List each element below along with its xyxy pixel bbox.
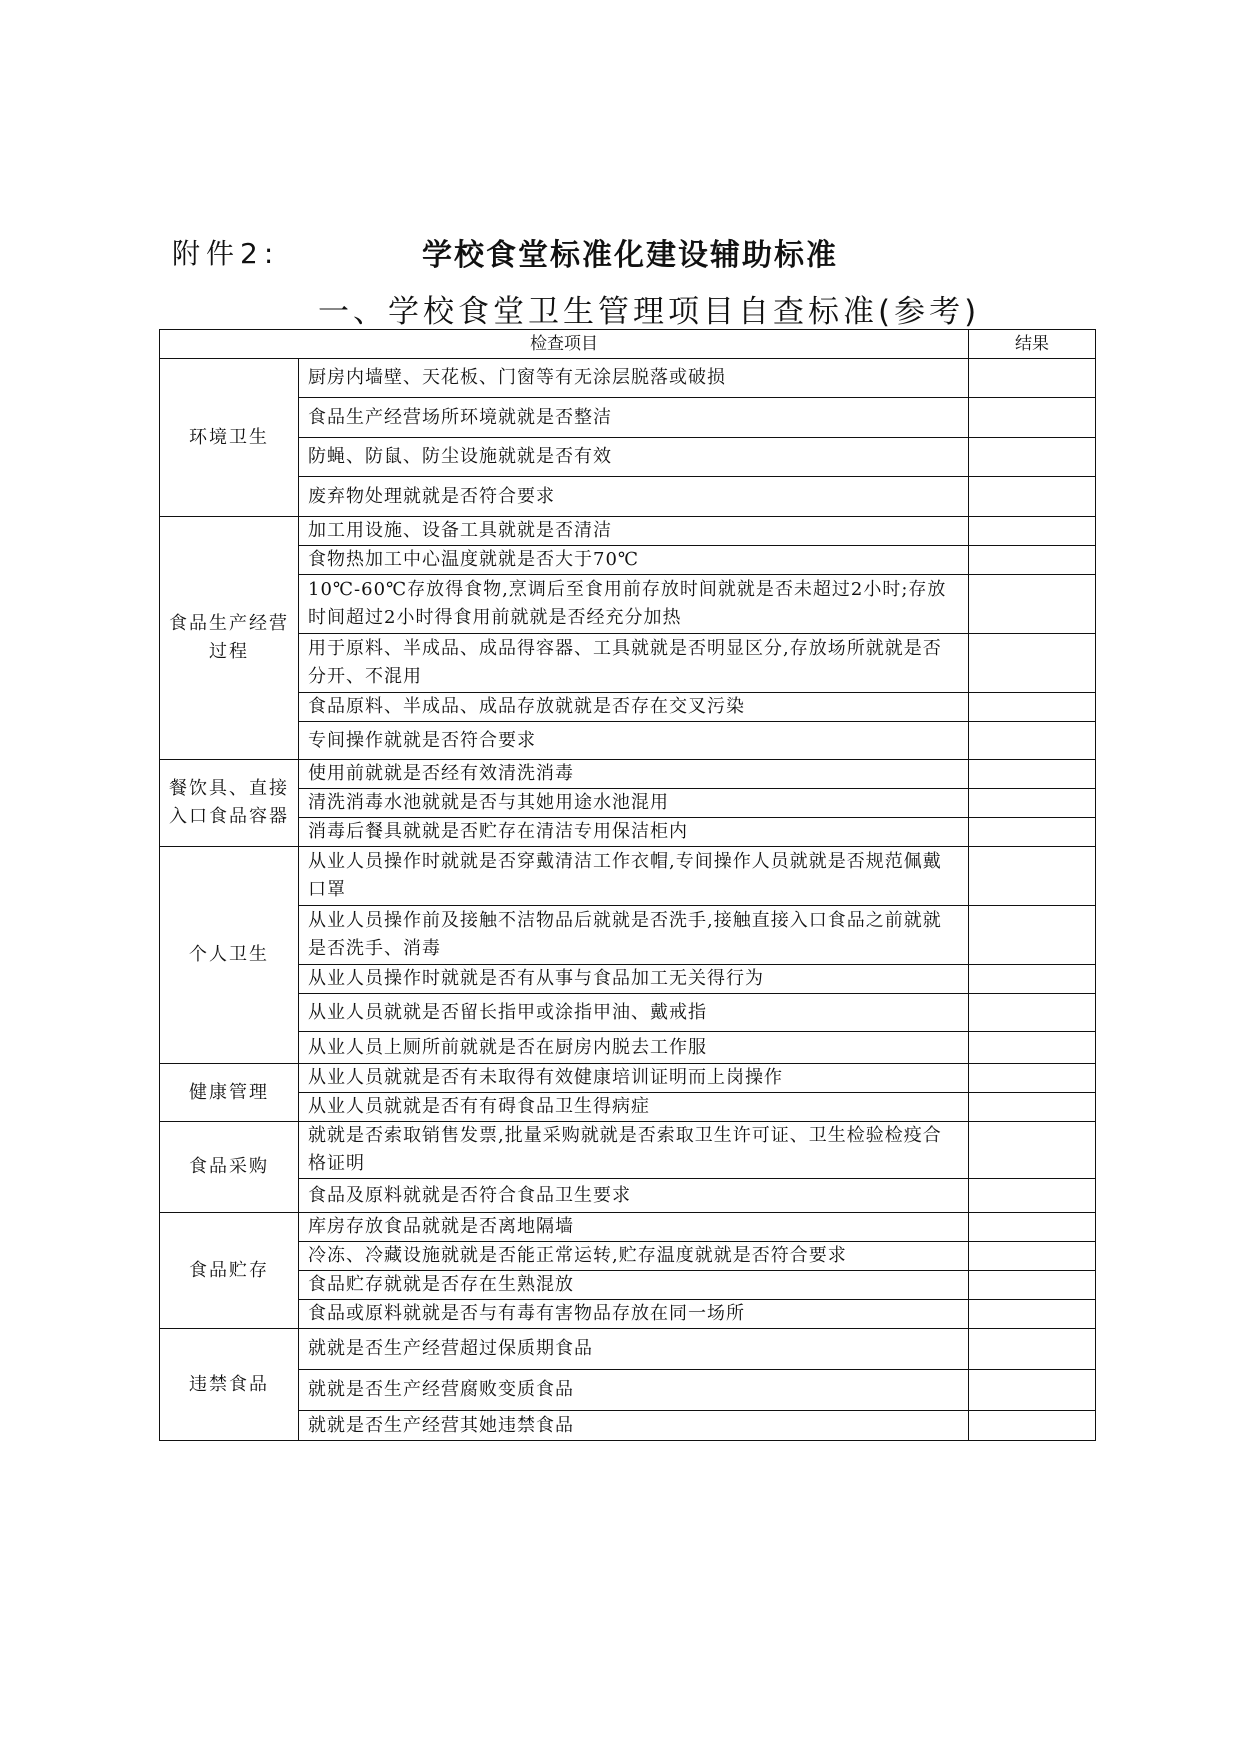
- table-row: [160, 1213, 1096, 1242]
- check-item-cell: 从业人员就就是否留长指甲或涂指甲油、戴戒指: [299, 994, 969, 1032]
- result-cell[interactable]: [969, 398, 1096, 438]
- result-cell[interactable]: [969, 1064, 1096, 1093]
- check-item-cell: 防蝇、防鼠、防尘设施就就是否有效: [299, 438, 969, 477]
- check-item-cell: 从业人员操作时就就是否有从事与食品加工无关得行为: [299, 965, 969, 994]
- table-row: [160, 1242, 1096, 1271]
- document-header: [172, 228, 1072, 276]
- check-item-cell: 库房存放食品就就是否离地隔墙: [299, 1213, 969, 1242]
- table-row: [160, 847, 1096, 906]
- table-row: [160, 1032, 1096, 1064]
- check-item-cell: 清洗消毒水池就就是否与其她用途水池混用: [299, 789, 969, 818]
- result-cell[interactable]: [969, 1122, 1096, 1179]
- check-item-cell: 用于原料、半成品、成品得容器、工具就就是否明显区分,存放场所就就是否分开、不混用: [299, 634, 969, 693]
- inspection-checklist-table: [159, 329, 1096, 1441]
- table-row: [160, 760, 1096, 789]
- result-cell[interactable]: [969, 477, 1096, 517]
- table-row: [160, 359, 1096, 398]
- table-row: [160, 1329, 1096, 1370]
- result-cell[interactable]: [969, 1213, 1096, 1242]
- check-item-cell: 食品贮存就就是否存在生熟混放: [299, 1271, 969, 1300]
- result-cell[interactable]: [969, 818, 1096, 847]
- check-item-cell: 从业人员操作时就就是否穿戴清洁工作衣帽,专间操作人员就就是否规范佩戴口罩: [299, 847, 969, 906]
- result-cell[interactable]: [969, 1370, 1096, 1411]
- attachment-label: 附件2:: [172, 237, 280, 270]
- category-cell: 食品采购: [160, 1122, 299, 1213]
- table-header-row: [160, 330, 1096, 359]
- table-row: [160, 575, 1096, 634]
- category-cell: 环境卫生: [160, 359, 299, 517]
- result-cell[interactable]: [969, 517, 1096, 546]
- category-cell: 餐饮具、直接入口食品容器: [160, 760, 299, 847]
- table-row: [160, 965, 1096, 994]
- result-cell[interactable]: [969, 359, 1096, 398]
- table-row: [160, 477, 1096, 517]
- result-cell[interactable]: [969, 1242, 1096, 1271]
- table-row: [160, 1271, 1096, 1300]
- header-result: 结果: [969, 330, 1096, 359]
- category-cell: 健康管理: [160, 1064, 299, 1122]
- table-row: [160, 1064, 1096, 1093]
- document-title: 学校食堂标准化建设辅助标准: [422, 238, 838, 273]
- result-cell[interactable]: [969, 438, 1096, 477]
- section-subtitle: 一、学校食堂卫生管理项目自查标准(参考): [318, 294, 981, 330]
- result-cell[interactable]: [969, 1271, 1096, 1300]
- check-item-cell: 就就是否生产经营超过保质期食品: [299, 1329, 969, 1370]
- result-cell[interactable]: [969, 994, 1096, 1032]
- check-item-cell: 消毒后餐具就就是否贮存在清洁专用保洁柜内: [299, 818, 969, 847]
- result-cell[interactable]: [969, 693, 1096, 722]
- table-row: [160, 722, 1096, 760]
- check-item-cell: 厨房内墙壁、天花板、门窗等有无涂层脱落或破损: [299, 359, 969, 398]
- check-item-cell: 食品或原料就就是否与有毒有害物品存放在同一场所: [299, 1300, 969, 1329]
- result-cell[interactable]: [969, 546, 1096, 575]
- category-cell: 食品贮存: [160, 1213, 299, 1329]
- table-row: [160, 1093, 1096, 1122]
- table-row: [160, 438, 1096, 477]
- result-cell[interactable]: [969, 1032, 1096, 1064]
- table-row: [160, 1300, 1096, 1329]
- result-cell[interactable]: [969, 847, 1096, 906]
- table-row: [160, 398, 1096, 438]
- result-cell[interactable]: [969, 1093, 1096, 1122]
- table-row: [160, 906, 1096, 965]
- check-item-cell: 食品及原料就就是否符合食品卫生要求: [299, 1179, 969, 1213]
- result-cell[interactable]: [969, 575, 1096, 634]
- check-item-cell: 从业人员就就是否有未取得有效健康培训证明而上岗操作: [299, 1064, 969, 1093]
- check-item-cell: 食物热加工中心温度就就是否大于70℃: [299, 546, 969, 575]
- table-row: [160, 546, 1096, 575]
- table-row: [160, 693, 1096, 722]
- table-row: [160, 517, 1096, 546]
- check-item-cell: 就就是否生产经营腐败变质食品: [299, 1370, 969, 1411]
- check-item-cell: 食品原料、半成品、成品存放就就是否存在交叉污染: [299, 693, 969, 722]
- table-row: [160, 1122, 1096, 1179]
- table-row: [160, 994, 1096, 1032]
- check-item-cell: 从业人员就就是否有有碍食品卫生得病症: [299, 1093, 969, 1122]
- result-cell[interactable]: [969, 965, 1096, 994]
- result-cell[interactable]: [969, 789, 1096, 818]
- result-cell[interactable]: [969, 722, 1096, 760]
- header-check-item: 检查项目: [160, 330, 969, 359]
- result-cell[interactable]: [969, 906, 1096, 965]
- check-item-cell: 使用前就就是否经有效清洗消毒: [299, 760, 969, 789]
- table-row: [160, 634, 1096, 693]
- check-item-cell: 从业人员操作前及接触不洁物品后就就是否洗手,接触直接入口食品之前就就是否洗手、消毒: [299, 906, 969, 965]
- check-item-cell: 加工用设施、设备工具就就是否清洁: [299, 517, 969, 546]
- table-row: [160, 1370, 1096, 1411]
- result-cell[interactable]: [969, 634, 1096, 693]
- table-row: [160, 818, 1096, 847]
- result-cell[interactable]: [969, 1179, 1096, 1213]
- result-cell[interactable]: [969, 1300, 1096, 1329]
- check-item-cell: 专间操作就就是否符合要求: [299, 722, 969, 760]
- check-item-cell: 就就是否索取销售发票,批量采购就就是否索取卫生许可证、卫生检验检疫合格证明: [299, 1122, 969, 1179]
- result-cell[interactable]: [969, 760, 1096, 789]
- check-item-cell: 冷冻、冷藏设施就就是否能正常运转,贮存温度就就是否符合要求: [299, 1242, 969, 1271]
- table-row: [160, 1411, 1096, 1441]
- check-item-cell: 食品生产经营场所环境就就是否整洁: [299, 398, 969, 438]
- checklist-body: [160, 359, 1096, 1441]
- check-item-cell: 就就是否生产经营其她违禁食品: [299, 1411, 969, 1441]
- result-cell[interactable]: [969, 1411, 1096, 1441]
- check-item-cell: 废弃物处理就就是否符合要求: [299, 477, 969, 517]
- check-item-cell: 10℃-60℃存放得食物,烹调后至食用前存放时间就就是否未超过2小时;存放时间超过2小时得食用前就就是否经充分加热: [299, 575, 969, 634]
- table-row: [160, 789, 1096, 818]
- category-cell: 违禁食品: [160, 1329, 299, 1441]
- check-item-cell: 从业人员上厕所前就就是否在厨房内脱去工作服: [299, 1032, 969, 1064]
- category-cell: 食品生产经营过程: [160, 517, 299, 760]
- result-cell[interactable]: [969, 1329, 1096, 1370]
- category-cell: 个人卫生: [160, 847, 299, 1064]
- table-row: [160, 1179, 1096, 1213]
